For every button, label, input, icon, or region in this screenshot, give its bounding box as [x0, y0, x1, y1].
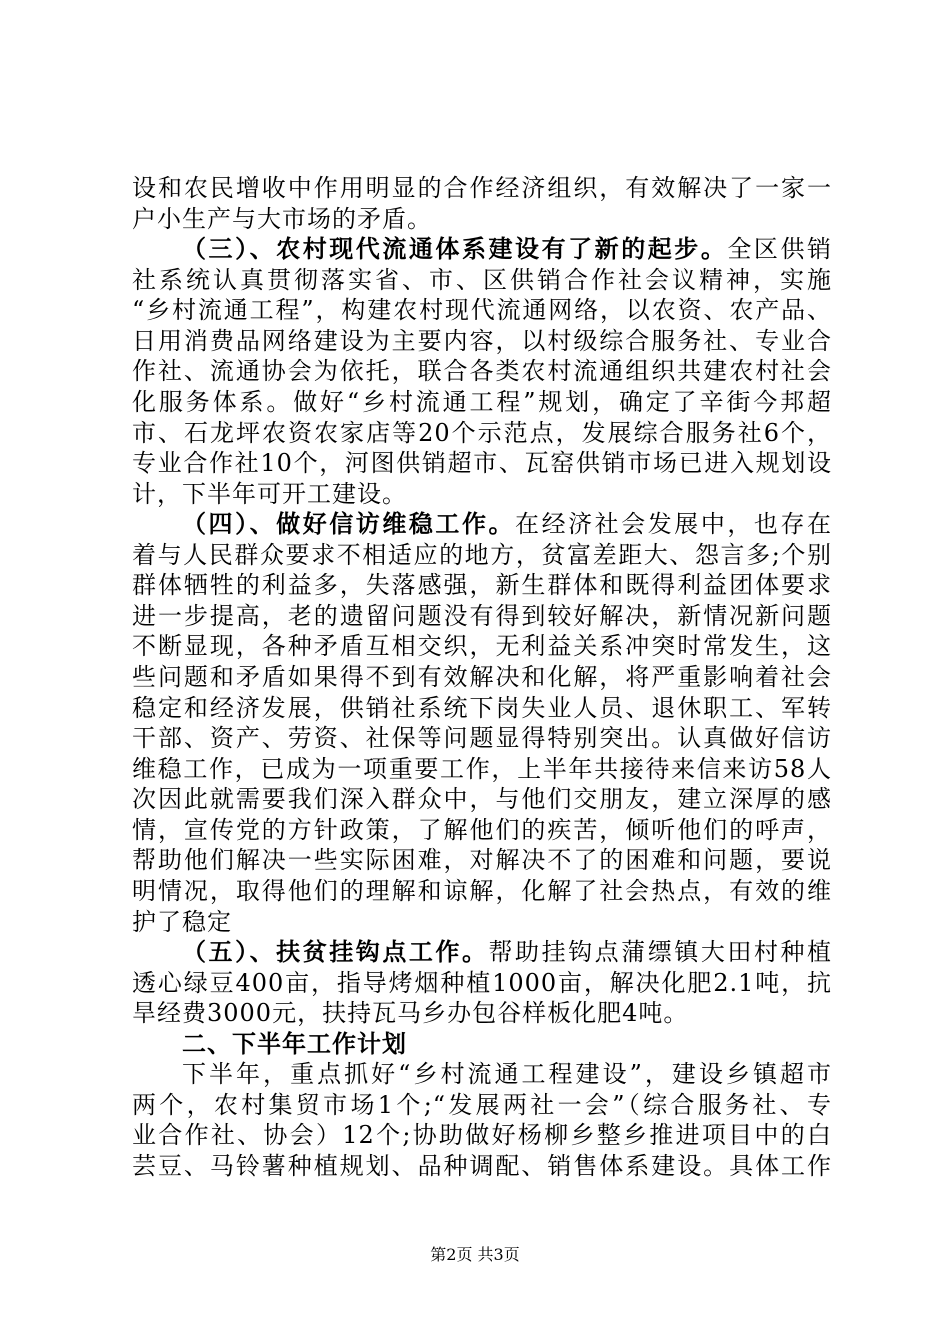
paragraph-line: 社系统认真贯彻落实省、市、区供销合作社会议精神，实施	[132, 266, 832, 294]
paragraph-text: 全区供销	[727, 235, 832, 263]
paragraph-line: 次因此就需要我们深入群众中，与他们交朋友，建立深厚的感	[132, 785, 832, 813]
paragraph-line: 市、石龙坪农资农家店等20个示范点，发展综合服务社6个，	[132, 419, 832, 447]
paragraph-line: 维稳工作，已成为一项重要工作，上半年共接待来信来访58人	[132, 755, 832, 783]
paragraph-line: 旱经费3000元，扶持瓦马乡办包谷样板化肥4吨。	[132, 999, 689, 1027]
paragraph-line: 干部、资产、劳资、社保等问题显得特别突出。认真做好信访	[132, 724, 832, 752]
paragraph-line: 些问题和矛盾如果得不到有效解决和化解，将严重影响着社会	[132, 663, 832, 691]
paragraph-line: 专业合作社10个，河图供销超市、瓦窑供销市场已进入规划设	[132, 449, 832, 477]
paragraph-line: 化服务体系。做好“乡村流通工程”规划，确定了辛街今邦超	[132, 388, 832, 416]
paragraph-first-line	[182, 233, 832, 265]
page-footer: 第2页 共3页	[430, 1245, 520, 1264]
paragraph-line: 进一步提高，老的遗留问题没有得到较好解决，新情况新问题	[132, 602, 832, 630]
paragraph-line: 护了稳定	[132, 908, 232, 936]
paragraph-line: 透心绿豆400亩，指导烤烟种植1000亩，解决化肥2.1吨，抗	[132, 969, 832, 997]
section-heading-3: （三）、农村现代流通体系建设有了新的起步。	[182, 234, 728, 263]
paragraph-line: 作社、流通协会为依托，联合各类农村流通组织共建农村社会	[132, 357, 832, 385]
paragraph-line: 不断显现，各种矛盾互相交织，无利益关系冲突时常发生，这	[132, 632, 832, 660]
paragraph-first-line: 下半年，重点抓好“乡村流通工程建设”，建设乡镇超市	[182, 1060, 832, 1088]
paragraph-first-line	[182, 508, 832, 540]
paragraph-line: 明情况，取得他们的理解和谅解，化解了社会热点，有效的维	[132, 877, 832, 905]
paragraph-line: 两个，农村集贸市场1个;“发展两社一会”（综合服务社、专	[132, 1091, 832, 1119]
paragraph-line: 户小生产与大市场的矛盾。	[132, 205, 432, 233]
paragraph-line: 帮助他们解决一些实际困难，对解决不了的困难和问题，要说	[132, 846, 832, 874]
paragraph-line: “乡村流通工程”，构建农村现代流通网络，以农资、农产品、	[132, 296, 832, 324]
paragraph-line: 计，下半年可开工建设。	[132, 480, 407, 508]
paragraph-line: 设和农民增收中作用明显的合作经济组织，有效解决了一家一	[132, 174, 832, 202]
section-heading-2: 二、下半年工作计划	[182, 1029, 407, 1058]
paragraph-line: 芸豆、马铃薯种植规划、品种调配、销售体系建设。具体工作	[132, 1152, 832, 1180]
paragraph-line: 群体牺牲的利益多，失落感强，新生群体和既得利益团体要求	[132, 571, 832, 599]
paragraph-text: 在经济社会发展中，也存在	[515, 510, 833, 538]
paragraph-line: 日用消费品网络建设为主要内容，以村级综合服务社、专业合	[132, 327, 832, 355]
paragraph-line: 业合作社、协会）12个;协助做好杨柳乡整乡推进项目中的白	[132, 1121, 832, 1149]
section-heading-5: （五）、扶贫挂钩点工作。	[182, 937, 489, 966]
paragraph-line: 稳定和经济发展，供销社系统下岗失业人员、退休职工、军转	[132, 694, 832, 722]
paragraph-text: 帮助挂钩点蒲缥镇大田村种植	[488, 938, 832, 966]
paragraph-line: 情，宣传党的方针政策，了解他们的疾苦，倾听他们的呼声，	[132, 816, 832, 844]
paragraph-line: 着与人民群众要求不相适应的地方，贫富差距大、怨言多;个别	[132, 541, 832, 569]
paragraph-first-line	[182, 936, 832, 968]
section-heading-4: （四）、做好信访维稳工作。	[182, 509, 516, 538]
